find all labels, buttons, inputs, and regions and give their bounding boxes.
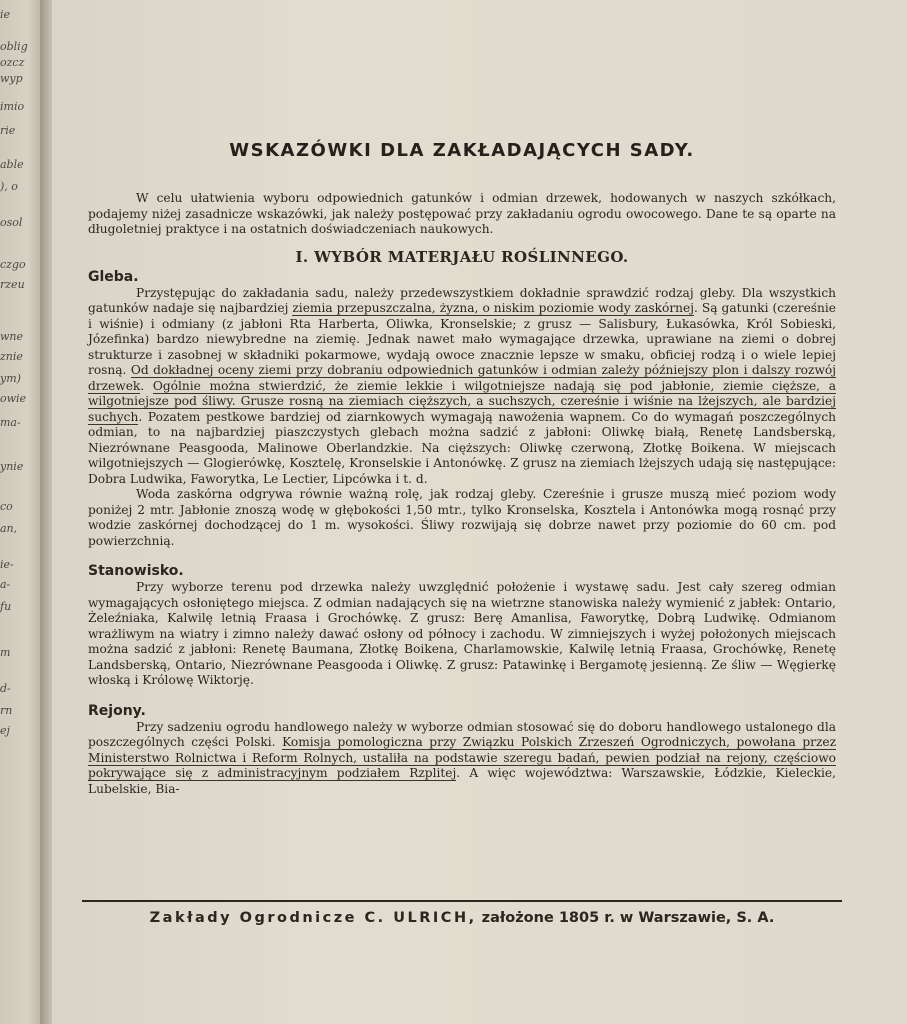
left-page-fragment: m (0, 646, 11, 659)
left-page-fragment: ie- (0, 558, 14, 571)
gleba-paragraph-2: Woda zaskórna odgrywa równie ważną rolę, jak rodzaj gleby. Czereśnie i grusze muszą mieć poziom wody poniżej 2 mtr. Jabłonie znoszą wodę w głębokości 1,50 mtr., tylko Kronselska, Kosztela i Antonówka mogą rosnąć przy wodzie zaskórnej dochodzącej do 1 m. wysokości. Śliwy rozwijają się dobrze nawet przy poziomie do 60 cm. pod powierzchnią. (88, 487, 836, 548)
left-page-fragment: ma- (0, 416, 21, 429)
left-page-fragment: a- (0, 578, 11, 591)
left-page-fragment: co (0, 500, 13, 513)
text-run: . Pozatem pestkowe bardziej od ziarnkowych wymagają nawożenia wapnem. Co do wymagań poszczególnych odmian, to na najbardziej piaszczystych glebach można sadzić z jabłoni: Oliwkę białą, Renetę Landsberską, Niezrównane Peasgooda, Malinowe Oberlandzkie. Na cięższych: Oliwkę czerwoną, Złotkę Boikena. W miejscach wilgotniejszych — Glogierówkę, Kosztelę, Kronselskie i Antonówkę. Z grusz na ziemiach lżejszych udają się następujące: Dobra Ludwika, Faworytka, Le Lectier, Lipcówka i t. d. (88, 409, 836, 486)
left-page-fragment: rie (0, 124, 16, 137)
left-page-fragment: ym) (0, 372, 21, 385)
page-content (88, 140, 836, 811)
left-page-fragment: czgo (0, 258, 26, 271)
left-page-fragment: d- (0, 682, 11, 695)
underlined-text: ziemia przepuszczalna, żyzna, o niskim poziomie wody zaskórnej (292, 301, 694, 315)
text-run: . (140, 378, 153, 393)
left-page-fragment: znie (0, 350, 23, 363)
left-page-fragment: wne (0, 330, 24, 343)
left-page-fragment: osol (0, 216, 23, 229)
footer-details: założone 1805 r. w Warszawie, S. A. (481, 910, 775, 926)
rejony-paragraph (88, 720, 836, 798)
underlined-text: Ogólnie można stwierdzić, że ziemie lekkie i wilgotniejsze nadają się pod jabłonie, ziemie cięższe, a wilgotniejsze pod śliwy. Grusze rosną na ziemiach cięższych, a suchszych, czereśnie i wiśnie na lżejszych, ale bardziej suchych (88, 378, 837, 424)
left-page-fragment: oblig (0, 40, 28, 53)
page-title: WSKAZÓWKI DLA ZAKŁADAJĄCYCH SADY. (229, 140, 695, 161)
right-page (52, 0, 907, 1024)
subheading-rejony: Rejony. (88, 702, 146, 719)
gleba-paragraph-1 (88, 286, 836, 488)
left-page-fragment: ozcz (0, 56, 25, 69)
left-page-fragment: ynie (0, 460, 24, 473)
text-run: . Są gatunki (czereśnie i wiśnie) i odmiany (z jabłoni Rta Harberta, Oliwka, Kronselskie; z grusz — Salisbury, Łukasówka, Król Sobieski, Józefinka) bardzo niewybredne na ziemię. Jednak nawet mało wymagające drzewka, uprawiane na ziemi o dobrej strukturze i zasobnej w składniki pokarmowe, wydają owoce znacznie lepsze w smaku, obficiej rodzą i o wiele lepiej rosną. (88, 301, 836, 377)
text-run: . A więc województwa: Warszawskie, Łódzkie, Kieleckie, Lubelskie, Bia- (88, 766, 836, 796)
text-run: Przystępując do zakładania sadu, należy przedewszystkiem dokładnie sprawdzić rodzaj gleby. Dla wszystkich gatunków nadaje się najbardziej (88, 285, 836, 315)
text-run: Przy sadzeniu ogrodu handlowego należy w wyborze odmian stosować się do doboru handlowego ustalonego dla poszczególnych części Polski. (88, 719, 836, 749)
underlined-text: Komisja pomologiczna przy Związku Polskich Zrzeszeń Ogrodniczych, powołana przez Ministerstwo Rolnictwa i Reform Rolnych, ustaliła na podstawie szeregu badań, pewien podział na rejony, częściowo pokrywające się z administracyjnym podziałem Rzplitej (88, 735, 836, 780)
left-page-fragment: rn (0, 704, 13, 717)
section-title: I. WYBÓR MATERJAŁU ROŚLINNEGO. (295, 247, 629, 266)
footer-rule (82, 900, 842, 902)
footer-imprint (82, 910, 842, 926)
section-rejony (88, 703, 836, 798)
left-page-fragment: imio (0, 100, 25, 113)
section-stanowisko (88, 563, 836, 689)
left-page-fragment: able (0, 158, 24, 171)
left-page-fragment: ej (0, 724, 10, 737)
left-page-fragment: ), o (0, 180, 18, 193)
subheading-gleba: Gleba. (88, 268, 139, 285)
footer-company: Zakłady Ogrodnicze C. ULRICH, (149, 910, 477, 926)
left-page-fragment: an, (0, 522, 18, 535)
stanowisko-paragraph: Przy wyborze terenu pod drzewka należy uwzględnić położenie i wystawę sadu. Jest cały szereg odmian wymagających osłoniętego miejsca. Z odmian nadających się na wietrzne stanowiska należy wymienić z jabłek: Ontario, Żeleźniaka, Kalwilę letnią Fraasa i Grochówkę. Z grusz: Berę Amanlisa, Faworytkę, Dobrą Ludwikę. Odmianom wrażliwym na wiatry i zimno należy dawać osłony od północy i zachodu. W zimniejszych i wyżej położonych miejscach można sadzić z jabłoni: Renetę Baumana, Złotkę Boikena, Charlamowskie, Kalwilę letnią Fraasa, Grochówkę, Renetę Landsberską, Ontario, Niezrównane Peasgooda i Oliwkę. Z grusz: Patawinkę i Bergamotę jesienną. Ze śliw — Węgierkę włoską i Królowę Wiktorję. (88, 580, 836, 687)
left-page-fragment: rzeu (0, 278, 25, 291)
underlined-text: Od dokładnej oceny ziemi przy dobraniu odpowiednich gatunków i odmian zależy późniejszy plon i dalszy rozwój drzewek (88, 363, 836, 393)
left-page-fragment: owie (0, 392, 27, 405)
intro-paragraph: W celu ułatwienia wyboru odpowiednich gatunków i odmian drzewek, hodowanych w naszych szkółkach, podajemy niżej zasadnicze wskazówki, jak należy postępować przy zakładaniu ogrodu owocowego. Dane te są oparte na długoletniej praktyce i na ostatnich doświadczeniach naukowych. (88, 191, 836, 236)
left-page-fragment: wyp (0, 72, 23, 85)
left-page-fragment: fu (0, 600, 12, 613)
section-gleba (88, 269, 836, 550)
left-page-fragment: ie (0, 8, 11, 21)
subheading-stanowisko: Stanowisko. (88, 563, 184, 579)
